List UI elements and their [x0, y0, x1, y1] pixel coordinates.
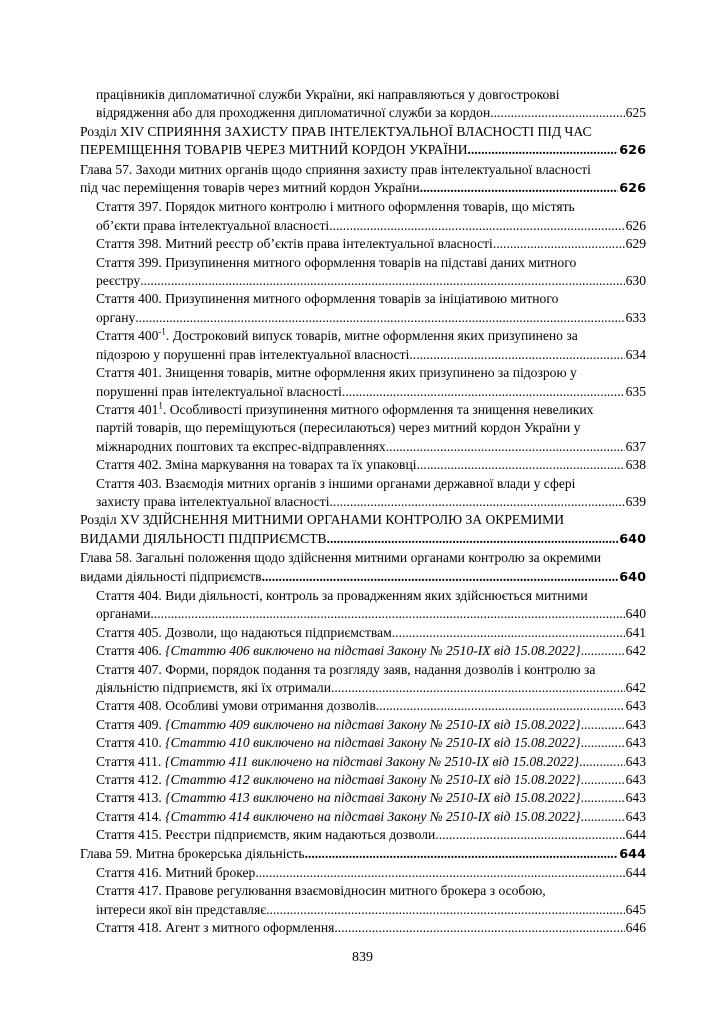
- toc-leader-dots: [417, 456, 625, 474]
- toc-page-number: 635: [625, 383, 646, 399]
- toc-entry-title: Стаття 417. Правове регулювання взаємовідносин митного брокера з особою,: [96, 883, 546, 899]
- toc-leader-dots: [579, 753, 625, 771]
- toc-page-number: 626: [625, 217, 646, 233]
- toc-entry-title: Стаття 418. Агент з митного оформлення: [96, 920, 335, 936]
- toc-page-number: 639: [625, 493, 646, 509]
- toc-leader-dots: [331, 679, 625, 697]
- toc-leader-dots: [140, 272, 624, 290]
- toc-page-number: 644: [619, 846, 646, 862]
- toc-page-number: 640: [625, 606, 646, 622]
- toc-entry-title: Глава 57. Заходи митних органів щодо сприяння захисту прав інтелектуальної власності: [80, 161, 591, 177]
- toc-page-number: 646: [625, 920, 646, 936]
- toc-page-number: 645: [625, 901, 646, 917]
- toc-entry-title: видами діяльності підприємств: [80, 568, 262, 584]
- toc-entry-title: під час переміщення товарів через митний кордон України: [80, 180, 420, 196]
- toc-leader-dots: [327, 530, 619, 548]
- toc-article-entry[interactable]: [80, 697, 646, 715]
- toc-article-entry[interactable]: [80, 456, 646, 474]
- toc-leader-dots: [255, 864, 624, 882]
- toc-article-entry[interactable]: [80, 401, 646, 456]
- toc-page-number: 634: [625, 346, 646, 362]
- toc-leader-dots: [468, 141, 619, 159]
- toc-article-entry[interactable]: [80, 198, 646, 235]
- toc-article-entry[interactable]: [80, 882, 646, 919]
- toc-page-number: 637: [625, 438, 646, 454]
- toc-entry-title: Стаття 401. Знищення товарів, митне оформлення яких призупинено за підозрою у: [96, 365, 577, 381]
- toc-page-number: 643: [625, 698, 646, 714]
- toc-leader-dots: [386, 438, 625, 456]
- toc-entry-title: Стаття 411. {Статтю 411 виключено на підставі Закону № 2510-IX від 15.08.2022}: [96, 753, 580, 769]
- toc-article-entry[interactable]: [80, 587, 646, 624]
- toc-entry-title: Стаття 400. Призупинення митного оформлення товарів за ініціативою митного: [96, 291, 559, 307]
- toc-page-number: 629: [625, 236, 646, 252]
- toc-entry-title: Стаття 413. {Статтю 413 виключено на підставі Закону № 2510-IX від 15.08.2022}: [96, 790, 581, 806]
- toc-entry-title: ВИДАМИ ДІЯЛЬНОСТІ ПІДПРИЄМСТВ: [80, 530, 327, 546]
- toc-entry-title: Глава 58. Загальні положення щодо здійснення митними органами контролю за окремими: [80, 550, 601, 566]
- toc-entry-title: Стаття 402. Зміна маркування на товарах та їх упаковці: [96, 457, 417, 473]
- toc-page-number: 643: [625, 716, 646, 732]
- toc-page-number: 641: [625, 624, 646, 640]
- toc-entry-title: об’єкти права інтелектуальної власності: [96, 217, 330, 233]
- toc-page-number: 642: [625, 643, 646, 659]
- toc-leader-dots: [329, 217, 624, 235]
- toc-entry-title: органами: [96, 606, 151, 622]
- toc-page-number: 630: [625, 273, 646, 289]
- toc-leader-dots: [435, 826, 624, 844]
- toc-leader-dots: [581, 716, 625, 734]
- toc-entry-title: Стаття 398. Митний реєстр об’єктів права інтелектуальної власності: [96, 236, 493, 252]
- toc-article-entry[interactable]: [80, 86, 646, 123]
- toc-article-entry[interactable]: [80, 290, 646, 327]
- toc-entry-title: Стаття $401^1$. Особливості призупинення митного оформлення та знищення невеликих: [96, 400, 594, 417]
- toc-page-number: 633: [625, 309, 646, 325]
- toc-entry-title: підозрою у порушенні прав інтелектуальної власності: [96, 346, 410, 362]
- toc-article-entry[interactable]: [80, 716, 646, 734]
- toc-entry-title: партій товарів, що переміщуються (пересилаються) через митний кордон України у: [96, 420, 581, 436]
- table-of-contents: [80, 86, 646, 938]
- toc-article-entry[interactable]: [80, 789, 646, 807]
- toc-leader-dots: [305, 845, 619, 863]
- toc-entry-title: Стаття 409. {Статтю 409 виключено на підставі Закону № 2510-IX від 15.08.2022}: [96, 716, 581, 732]
- toc-article-entry[interactable]: [80, 475, 646, 512]
- toc-entry-title: Стаття 403. Взаємодія митних органів з іншими органами державної влади у сфері: [96, 475, 576, 491]
- toc-leader-dots: [262, 568, 619, 586]
- toc-page-number: 625: [625, 105, 646, 121]
- toc-leader-dots: [334, 919, 624, 937]
- toc-entry-title: відрядження або для проходження дипломатичної служби за кордон: [96, 105, 491, 121]
- toc-article-entry[interactable]: [80, 661, 646, 698]
- toc-page-number: 644: [625, 827, 646, 843]
- toc-entry-title: Розділ XV ЗДІЙСНЕННЯ МИТНИМИ ОРГАНАМИ КОНТРОЛЮ ЗА ОКРЕМИМИ: [80, 512, 565, 528]
- toc-page-number: 643: [625, 735, 646, 751]
- toc-leader-dots: [490, 104, 624, 122]
- toc-entry-title: органу: [96, 309, 136, 325]
- toc-section-entry[interactable]: [80, 511, 646, 549]
- toc-entry-title: Стаття 414. {Статтю 414 виключено на підставі Закону № 2510-IX від 15.08.2022}: [96, 808, 581, 824]
- toc-leader-dots: [581, 808, 625, 826]
- page-number: 839: [352, 950, 373, 965]
- toc-article-entry[interactable]: [80, 771, 646, 789]
- toc-leader-dots: [493, 235, 625, 253]
- toc-entry-title: порушенні прав інтелектуальної власності: [96, 383, 342, 399]
- toc-entry-title: Стаття 406. {Статтю 406 виключено на підставі Закону № 2510-IX від 15.08.2022}: [96, 643, 581, 659]
- toc-leader-dots: [409, 346, 624, 364]
- toc-leader-dots: [330, 493, 625, 511]
- toc-entry-title: ПЕРЕМІЩЕННЯ ТОВАРІВ ЧЕРЕЗ МИТНИЙ КОРДОН УКРАЇНИ: [80, 142, 468, 158]
- toc-entry-title: Стаття 410. {Статтю 410 виключено на підставі Закону № 2510-IX від 15.08.2022}: [96, 735, 581, 751]
- toc-page-number: 643: [625, 790, 646, 806]
- toc-article-entry[interactable]: [80, 624, 646, 642]
- toc-chapter-entry[interactable]: [80, 549, 646, 587]
- toc-leader-dots: [581, 789, 625, 807]
- toc-leader-dots: [392, 624, 625, 642]
- toc-leader-dots: [420, 179, 619, 197]
- toc-leader-dots: [342, 383, 625, 401]
- toc-entry-title: Стаття 408. Особливі умови отримання дозволів: [96, 698, 376, 714]
- toc-section-entry[interactable]: [80, 123, 646, 161]
- toc-page-number: 640: [619, 531, 646, 547]
- toc-leader-dots: [581, 734, 625, 752]
- toc-entry-title: Стаття 412. {Статтю 412 виключено на підставі Закону № 2510-IX від 15.08.2022}: [96, 772, 581, 788]
- toc-entry-title: Стаття $400^{-1}$. Достроковий випуск товарів, митне оформлення яких призупинено за: [96, 327, 578, 344]
- toc-entry-title: Стаття 415. Реєстри підприємств, яким надаються дозволи: [96, 827, 436, 843]
- toc-leader-dots: [135, 309, 624, 327]
- toc-article-entry[interactable]: [80, 327, 646, 364]
- toc-page-number: 626: [619, 181, 646, 197]
- toc-entry-title: Стаття 407. Форми, порядок подання та розгляду заяв, надання дозволів і контролю за: [96, 661, 596, 677]
- toc-page-number: 643: [625, 753, 646, 769]
- toc-entry-title: міжнародних поштових та експрес-відправленнях: [96, 438, 386, 454]
- toc-entry-title: інтереси якої він представляє: [96, 901, 267, 917]
- toc-article-entry[interactable]: [80, 235, 646, 253]
- toc-entry-title: Стаття 399. Призупинення митного оформлення товарів на підставі даних митного: [96, 254, 577, 270]
- toc-entry-title: Стаття 405. Дозволи, що надаються підприємствам: [96, 624, 392, 640]
- toc-entry-title: захисту права інтелектуальної власності: [96, 493, 330, 509]
- toc-article-entry[interactable]: [80, 826, 646, 844]
- toc-article-entry[interactable]: [80, 642, 646, 660]
- toc-entry-title: діяльністю підприємств, які їх отримали: [96, 680, 331, 695]
- toc-entry-title: Стаття 416. Митний брокер: [96, 865, 256, 881]
- toc-entry-title: Глава 59. Митна брокерська діяльність: [80, 845, 305, 861]
- toc-leader-dots: [266, 901, 625, 919]
- toc-article-entry[interactable]: [80, 254, 646, 291]
- toc-entry-title: працівників дипломатичної служби України, які направляються у довгострокові: [96, 87, 560, 102]
- toc-entry-title: реєстру: [96, 273, 141, 289]
- toc-article-entry[interactable]: [80, 753, 646, 771]
- toc-page-number: 626: [619, 143, 646, 159]
- toc-leader-dots: [581, 771, 625, 789]
- toc-entry-title: Стаття 397. Порядок митного контролю і митного оформлення товарів, що містять: [96, 199, 575, 215]
- toc-leader-dots: [150, 605, 624, 623]
- toc-chapter-entry[interactable]: [80, 161, 646, 199]
- toc-page-number: 644: [625, 865, 646, 881]
- toc-article-entry[interactable]: [80, 808, 646, 826]
- toc-leader-dots: [581, 642, 625, 660]
- toc-article-entry[interactable]: [80, 734, 646, 752]
- toc-page-number: 638: [625, 457, 646, 473]
- toc-page-number: 643: [625, 808, 646, 824]
- toc-article-entry[interactable]: [80, 919, 646, 937]
- toc-chapter-entry[interactable]: [80, 845, 646, 864]
- toc-article-entry[interactable]: [80, 364, 646, 401]
- toc-entry-title: Розділ XIV СПРИЯННЯ ЗАХИСТУ ПРАВ ІНТЕЛЕКТУАЛЬНОЇ ВЛАСНОСТІ ПІД ЧАС: [80, 123, 592, 139]
- toc-page-number: 642: [625, 680, 646, 695]
- toc-entry-title: Стаття 404. Види діяльності, контроль за провадженням яких здійснюється митними: [96, 587, 588, 603]
- toc-page-number: 643: [625, 772, 646, 788]
- toc-article-entry[interactable]: [80, 864, 646, 882]
- toc-page-number: 640: [619, 569, 646, 585]
- toc-leader-dots: [376, 697, 625, 715]
